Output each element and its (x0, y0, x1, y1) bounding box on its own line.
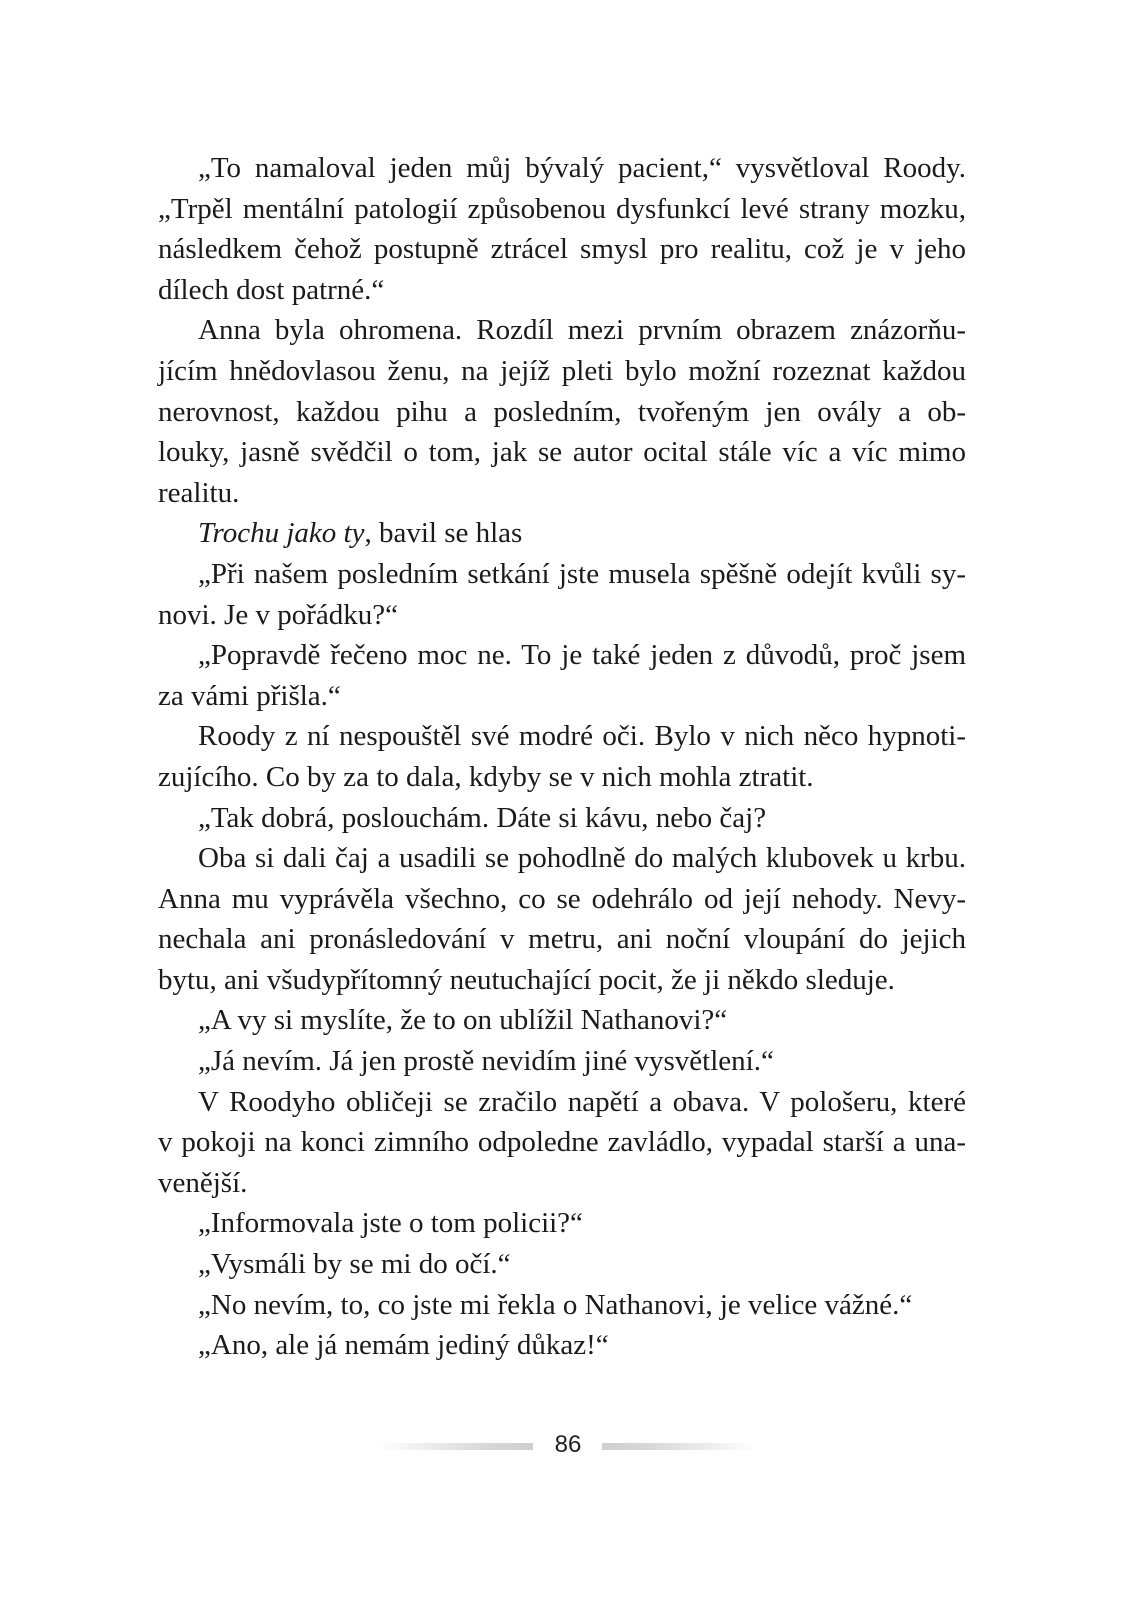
italic-phrase: Trochu jako ty (198, 517, 365, 550)
body-text (158, 148, 966, 1366)
footer-decorative-bar-right (602, 1443, 757, 1450)
text-line: „No nevím, to, co jste mi řekla o Nathanovi, je velice vážné.“ (198, 1288, 913, 1321)
text-line: „Tak dobrá, poslouchám. Dáte si kávu, nebo čaj? (198, 801, 767, 834)
text-line: „Při našem posledním setkání jste musela spěšně odejít kvůli sy- (198, 557, 966, 590)
text-line: venější. (158, 1166, 248, 1199)
italic-continuation: , bavil se hlas (364, 517, 523, 550)
text-line: Anna mu vyprávěla všechno, co se odehrálo od její nehody. Nevy- (158, 882, 966, 915)
text-line: louky, jasně svědčil o tom, jak se autor ocital stále víc a víc mimo (158, 436, 966, 469)
page-number: 86 (554, 1431, 582, 1458)
text-line: bytu, ani všudypřítomný neutuchající pocit, že ji někdo sleduje. (158, 963, 895, 996)
text-line: nerovnost, každou pihu a posledním, tvořeným jen ovály a ob- (158, 395, 966, 428)
text-line: jícím hnědovlasou ženu, na jejíž pleti bylo možní rozeznat každou (158, 354, 966, 387)
text-line: zujícího. Co by za to dala, kdyby se v nich mohla ztratit. (158, 760, 814, 793)
text-line: v pokoji na konci zimního odpoledne zavládlo, vypadal starší a una- (158, 1126, 966, 1159)
text-line: novi. Je v pořádku?“ (158, 598, 398, 631)
text-line-italic (158, 513, 966, 554)
footer-decorative-bar-left (378, 1443, 533, 1450)
text-line: V Roodyho obličeji se zračilo napětí a obava. V pološeru, které (198, 1085, 966, 1118)
text-line: Anna byla ohromena. Rozdíl mezi prvním obrazem znázorňu- (198, 314, 966, 347)
text-line: Oba si dali čaj a usadili se pohodlně do malých klubovek u krbu. (198, 842, 966, 875)
text-line: „A vy si myslíte, že to on ublížil Nathanovi?“ (198, 1004, 728, 1037)
text-line: „Vysmáli by se mi do očí.“ (198, 1248, 511, 1281)
text-line: Roody z ní nespouštěl své modré oči. Bylo v nich něco hypnoti- (198, 720, 966, 753)
text-line: „Informovala jste o tom policii?“ (198, 1207, 583, 1240)
text-line: „Popravdě řečeno moc ne. To je také jeden z důvodů, proč jsem (198, 639, 966, 672)
text-line: nechala ani pronásledování v metru, ani noční vloupání do jejich (158, 923, 966, 956)
text-line: dílech dost patrné.“ (158, 273, 385, 306)
text-line: „Ano, ale já nemám jediný důkaz!“ (198, 1329, 609, 1362)
text-line: „To namaloval jeden můj bývalý pacient,“ vysvětloval Roody. (198, 152, 966, 184)
text-line: za vámi přišla.“ (158, 679, 341, 712)
text-line: následkem čehož postupně ztrácel smysl pro realitu, což je v jeho (158, 233, 966, 266)
text-line: „Já nevím. Já jen prostě nevidím jiné vysvětlení.“ (198, 1045, 774, 1078)
page-footer (0, 1430, 1142, 1460)
text-line: „Trpěl mentální patologií způsobenou dysfunkcí levé strany mozku, (158, 192, 966, 225)
text-line: realitu. (158, 476, 240, 509)
